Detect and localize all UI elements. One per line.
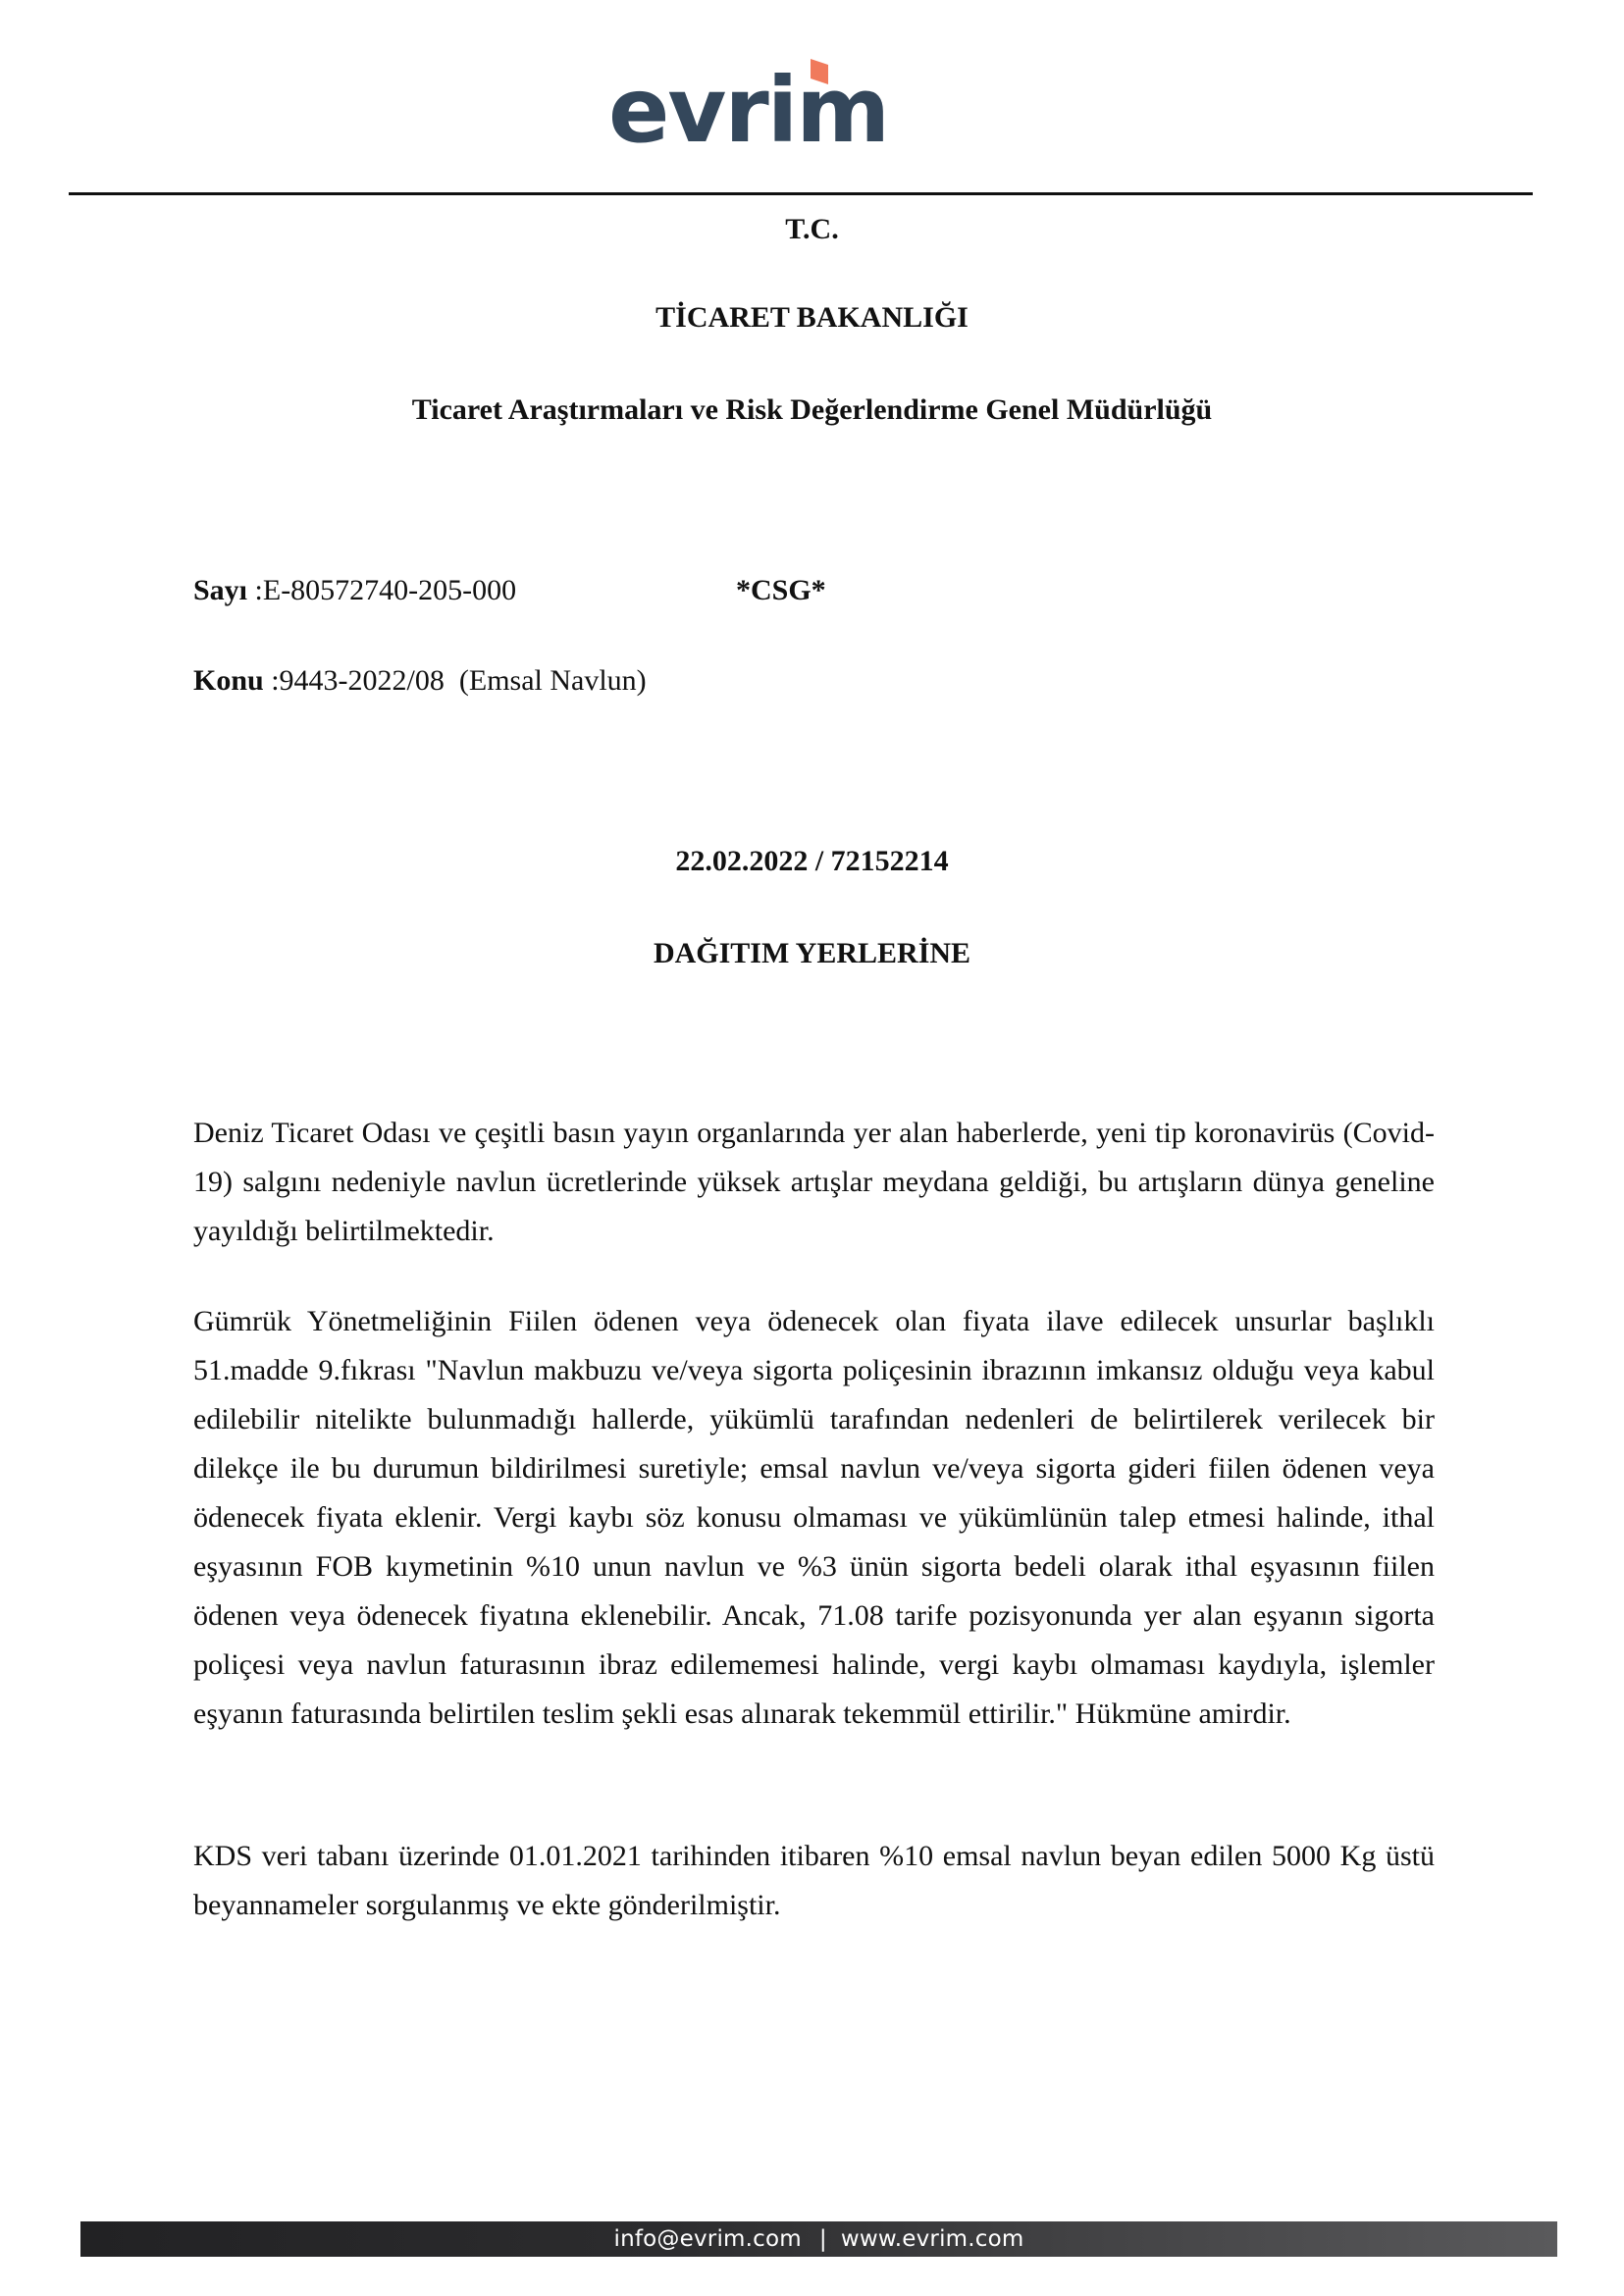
body-paragraph-1: Deniz Ticaret Odası ve çeşitli basın yayın organlarında yer alan haberlerde, yeni tip koronavirüs (Covid-19) salgını nedeniyle navlun ücretlerinde yüksek artışlar meydana geldiği, bu artışların dünya geneline yayıldığı belirtilmektedir. [193, 1117, 1435, 1247]
reference-date-number: 22.02.2022 / 72152214 [675, 845, 949, 877]
logo-wordmark: evrim [608, 58, 889, 149]
letterhead-directorate: Ticaret Araştırmaları ve Risk Değerlendirme Genel Müdürlüğü [411, 393, 1213, 426]
evrim-logo [608, 51, 922, 149]
meta-sayi [193, 573, 516, 608]
body-paragraph-3: KDS veri tabanı üzerinde 01.01.2021 tarihinden itibaren %10 emsal navlun beyan edilen 5000 Kg üstü beyannameler sorgulanmış ve ekte gönderilmiştir. [193, 1840, 1435, 1921]
footer-email-link[interactable]: info@evrim.com [613, 2226, 802, 2252]
addressee: DAĞITIM YERLERİNE [653, 937, 971, 969]
body-paragraph-2: Gümrük Yönetmeliğinin Fiilen ödenen veya ödenecek olan fiyata ilave edilecek unsurlar başlıklı 51.madde 9.fıkrası "Navlun makbuzu ve/veya sigorta poliçesinin ibrazının imkansız olduğu veya kabul edilebilir nitelikte bulunmadığı hallerde, yükümlü tarafından nedenleri de belirtilerek verilecek bir dilekçe ile bu durumun bildirilmesi suretiyle; emsal navlun ve/veya sigorta gideri fiilen ödenen veya ödenecek fiyata eklenir. Vergi kaybı söz konusu olmaması ve yükümlünün talep etmesi halinde, ithal eşyasının FOB kıymetinin %10 unun navlun ve %3 ünün sigorta bedeli olarak ithal eşyasının fiilen ödenen veya ödenecek fiyatına eklenebilir. Ancak, 71.08 tarife pozisyonunda yer alan eşyanın sigorta poliçesi veya navlun faturasının ibraz edilememesi halinde, vergi kaybı olmaması kaydıyla, işlemler eşyanın faturasında belirtilen teslim şekli esas alınarak tekemmül ettirilir." Hükmüne amirdir. [193, 1305, 1435, 1730]
konu-value: :9443-2022/08 (Emsal Navlun) [271, 664, 647, 697]
footer-separator: | [818, 2226, 827, 2252]
letterhead-ministry: TİCARET BAKANLIĞI [655, 301, 969, 334]
meta-konu [193, 663, 647, 699]
letterhead-state: T.C. [785, 213, 839, 245]
footer-bar [80, 2221, 1557, 2257]
konu-label: Konu [193, 664, 264, 697]
classification-mark: *CSG* [736, 574, 826, 606]
sayi-label: Sayı [193, 574, 248, 606]
header-divider [69, 192, 1533, 195]
sayi-value: :E-80572740-205-000 [254, 574, 517, 606]
footer-website-link[interactable]: www.evrim.com [840, 2226, 1024, 2252]
